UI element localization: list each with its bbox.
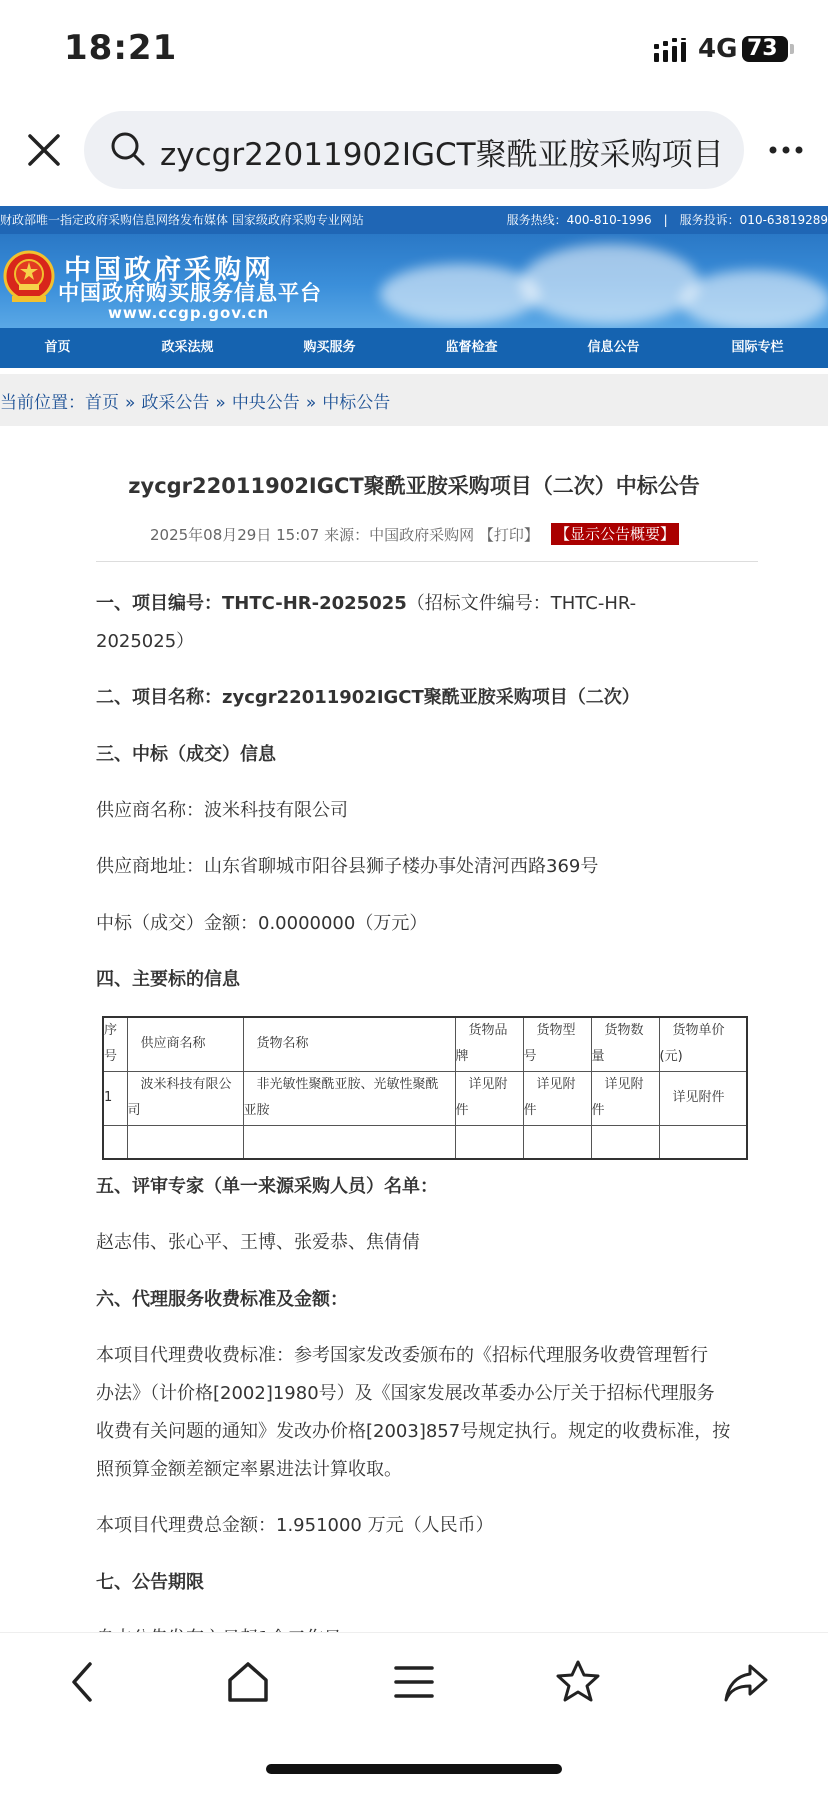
site-logo-title: 中国政府采购网 <box>64 255 274 286</box>
more-icon[interactable] <box>768 138 804 162</box>
table-cell: 详见附 件 <box>523 1071 591 1125</box>
supplier-address: 供应商地址：山东省聊城市阳谷县狮子楼办事处清河西路369号 <box>96 856 599 877</box>
divider <box>96 561 758 562</box>
home-indicator <box>266 1764 562 1774</box>
table-cell: 详见附 件 <box>591 1071 659 1125</box>
section-award-info: 三、中标（成交）信息 <box>96 744 276 765</box>
tender-doc-number-cont: 2025025） <box>96 631 195 652</box>
national-emblem-icon <box>2 250 56 306</box>
fee-standard-line: 收费有关问题的通知》发改办价格[2003]857号规定执行。规定的收费标准，按 <box>96 1421 731 1442</box>
table-header: 货物单价 (元) <box>659 1017 747 1071</box>
nav-supervision[interactable]: 监督检查 <box>445 340 498 355</box>
table-cell-empty <box>523 1125 591 1159</box>
nav-regulations[interactable]: 政采法规 <box>161 340 214 355</box>
table-header: 货物型 号 <box>523 1017 591 1071</box>
table-cell: 波米科技有限公 司 <box>127 1071 243 1125</box>
supplier-name: 供应商名称：波米科技有限公司 <box>96 800 348 821</box>
section-project-name: 二、项目名称：zycgr22011902IGCT聚酰亚胺采购项目（二次） <box>96 687 640 708</box>
table-cell-empty <box>243 1125 455 1159</box>
fee-standard-line: 本项目代理费收费标准：参考国家发改委颁布的《招标代理服务收费管理暂行 <box>96 1345 708 1366</box>
project-number-label: 一、项目编号：THTC-HR-2025025 <box>96 593 407 614</box>
section-project-number <box>96 585 758 661</box>
site-logo-url: www.ccgp.gov.cn <box>108 304 270 322</box>
cloud-decoration <box>680 270 828 328</box>
cloud-decoration <box>520 244 700 324</box>
table-cell: 1 <box>103 1071 127 1125</box>
breadcrumb-separator: » <box>305 393 317 413</box>
site-banner <box>0 234 828 328</box>
nav-announcements[interactable]: 信息公告 <box>587 340 640 355</box>
site-nav <box>0 328 828 368</box>
breadcrumb-label: 当前位置： <box>0 393 85 413</box>
star-icon[interactable] <box>554 1658 602 1706</box>
breadcrumb-item-home[interactable]: 首页 <box>85 393 119 413</box>
section-notice-period: 七、公告期限 <box>96 1572 204 1593</box>
table-row-empty <box>103 1125 747 1159</box>
experts-list: 赵志伟、张心平、王博、张爱恭、焦倩倩 <box>96 1232 420 1253</box>
network-label: 4G <box>698 34 738 64</box>
award-amount: 中标（成交）金额：0.0000000（万元） <box>96 913 428 934</box>
nav-international[interactable]: 国际专栏 <box>731 340 784 355</box>
breadcrumb-separator: » <box>125 393 136 413</box>
section-main-items: 四、主要标的信息 <box>96 969 240 990</box>
table-cell-empty <box>659 1125 747 1159</box>
article-meta: 2025年08月29日 15:07 来源：中国政府采购网 【打印】 <box>150 526 539 544</box>
items-table <box>102 1016 748 1160</box>
breadcrumb-separator: » <box>215 393 226 413</box>
status-bar <box>0 0 828 100</box>
tender-doc-number: （招标文件编号：THTC-HR- <box>406 593 637 614</box>
battery-icon: 73 <box>742 36 788 62</box>
battery-tip <box>790 44 794 54</box>
table-header: 供应商名称 <box>127 1017 243 1071</box>
show-summary-button[interactable]: 【显示公告概要】 <box>551 523 679 545</box>
status-time: 18:21 <box>64 28 178 68</box>
close-icon[interactable] <box>24 130 64 170</box>
back-icon[interactable] <box>60 1658 108 1706</box>
fee-total: 本项目代理费总金额：1.951000 万元（人民币） <box>96 1515 494 1536</box>
search-icon <box>110 131 146 167</box>
fee-standard <box>96 1337 758 1489</box>
table-cell: 非光敏性聚酰亚胺、光敏性聚酰 亚胺 <box>243 1071 455 1125</box>
share-icon[interactable] <box>722 1658 770 1706</box>
address-text[interactable]: zycgr22011902IGCT聚酰亚胺采购项目 <box>160 137 724 173</box>
site-slogan: 财政部唯一指定政府采购信息网络发布媒体 国家级政府采购专业网站 <box>0 213 364 227</box>
cloud-decoration <box>380 264 540 324</box>
table-header-row <box>103 1017 747 1071</box>
site-logo-subtitle: 中国政府购买服务信息平台 <box>58 281 322 305</box>
menu-icon[interactable] <box>390 1658 438 1706</box>
fee-standard-line: 办法》（计价格[2002]1980号）及《国家发展改革委办公厅关于招标代理服务 <box>96 1383 715 1404</box>
section-experts: 五、评审专家（单一来源采购人员）名单： <box>96 1176 438 1197</box>
table-header: 货物名称 <box>243 1017 455 1071</box>
site-hotline: 服务热线：400-810-1996 | 服务投诉：010-63819289 <box>506 213 828 227</box>
signal-icon <box>654 38 690 62</box>
article-title: zycgr22011902IGCT聚酰亚胺采购项目（二次）中标公告 <box>128 474 700 498</box>
breadcrumb <box>0 388 390 413</box>
breadcrumb-item-central[interactable]: 中央公告 <box>231 393 300 413</box>
section-agency-fee: 六、代理服务收费标准及金额： <box>96 1289 348 1310</box>
home-icon[interactable] <box>224 1658 272 1706</box>
table-header: 货物数 量 <box>591 1017 659 1071</box>
site-topbar <box>0 206 828 234</box>
nav-purchase-services[interactable]: 购买服务 <box>303 340 356 355</box>
breadcrumb-item-award[interactable]: 中标公告 <box>322 393 391 413</box>
table-cell-empty <box>127 1125 243 1159</box>
table-cell-empty <box>103 1125 127 1159</box>
table-cell: 详见附件 <box>659 1071 747 1125</box>
breadcrumb-bar <box>0 374 828 426</box>
table-cell: 详见附 件 <box>455 1071 523 1125</box>
fee-standard-line: 照预算金额差额定率累进法计算收取。 <box>96 1459 402 1480</box>
nav-home[interactable]: 首页 <box>44 340 71 355</box>
table-row <box>103 1071 747 1125</box>
table-header: 序 号 <box>103 1017 127 1071</box>
address-bar[interactable] <box>84 111 744 189</box>
table-cell-empty <box>455 1125 523 1159</box>
breadcrumb-item-procurement[interactable]: 政采公告 <box>141 393 210 413</box>
table-cell-empty <box>591 1125 659 1159</box>
table-header: 货物品 牌 <box>455 1017 523 1071</box>
